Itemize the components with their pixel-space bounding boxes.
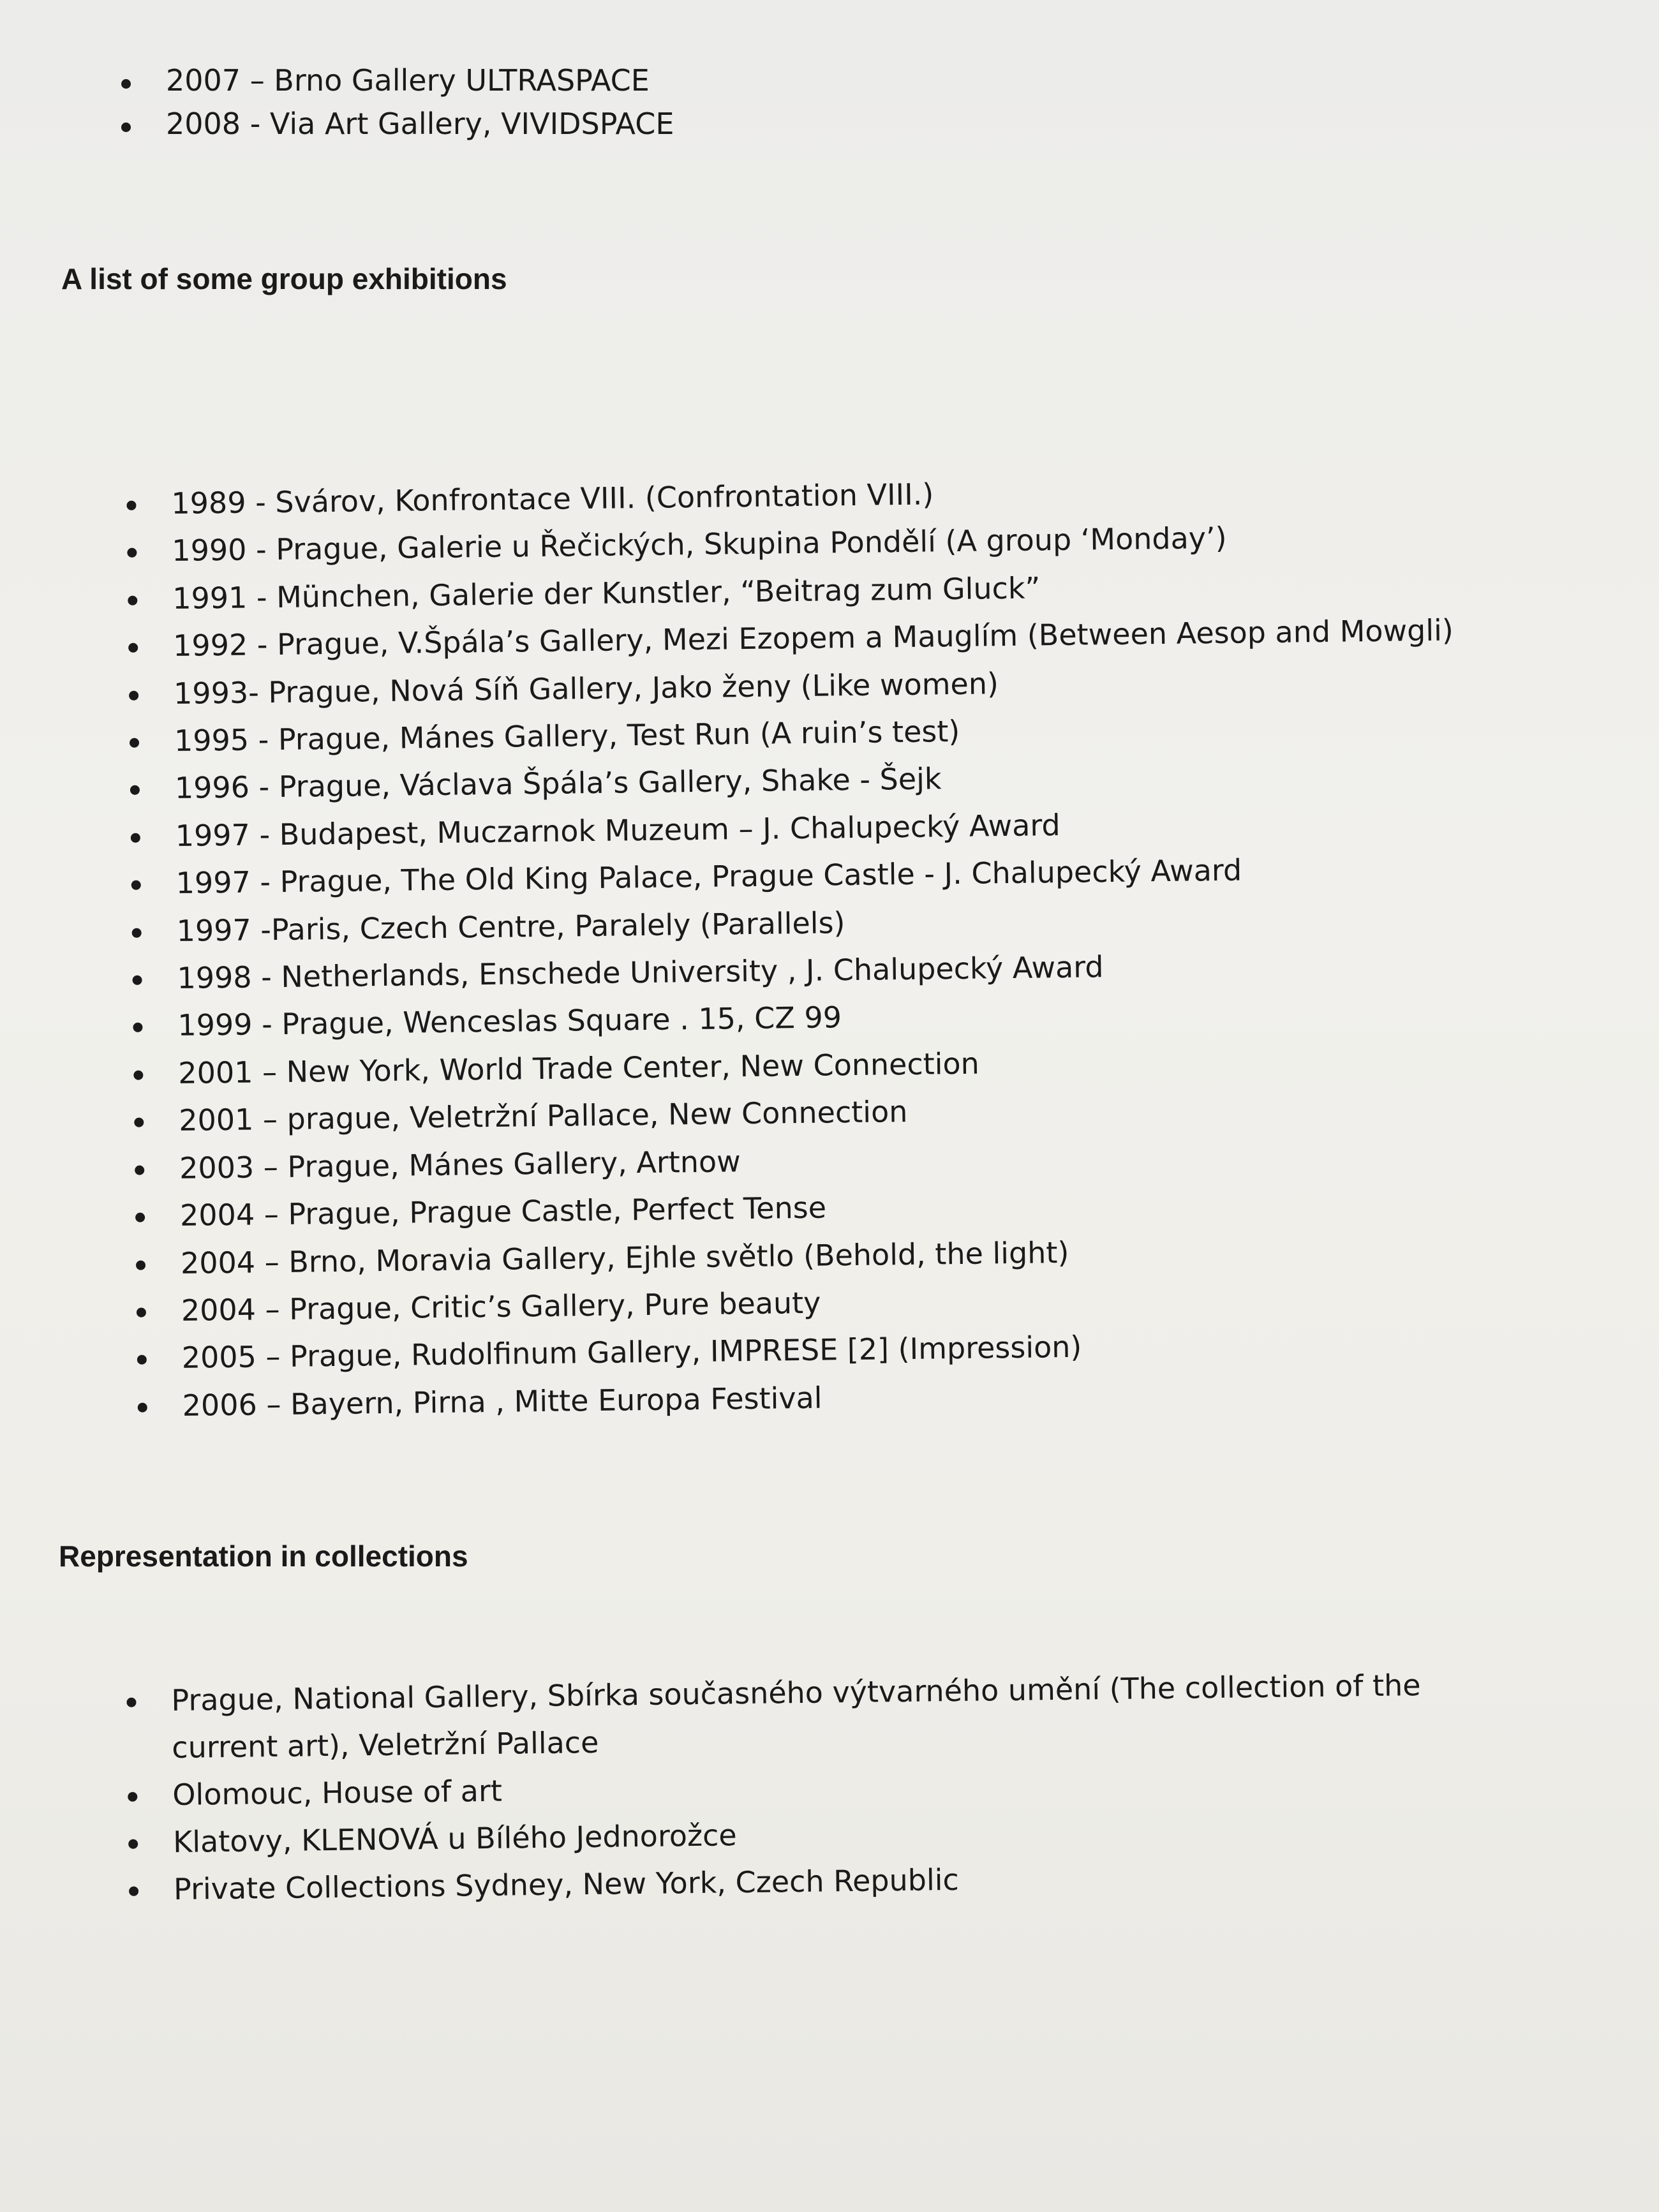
list-item: Private Collections Sydney, New York, Czech Republic — [174, 1850, 1482, 1913]
list-item: 1995 - Prague, Mánes Gallery, Test Run (A ruin’s test) — [174, 701, 1455, 764]
list-item: Olomouc, House of art — [172, 1755, 1481, 1818]
list-item: 1996 - Prague, Václava Špála’s Gallery, Shake - Šejk — [174, 749, 1455, 812]
list-item: 2001 – New York, World Trade Center, New Connection — [178, 1034, 1459, 1097]
list-item: 1989 - Svárov, Konfrontace VIII. (Confrontation VIII.) — [171, 464, 1452, 527]
collections-heading: Representation in collections — [59, 1540, 468, 1573]
list-item: 2005 – Prague, Rudolfinum Gallery, IMPRESE [2] (Impression) — [181, 1319, 1462, 1382]
list-item: 2004 – Brno, Moravia Gallery, Ejhle světlo (Behold, the light) — [181, 1224, 1462, 1287]
list-item: Prague, National Gallery, Sbírka současného výtvarného umění (The collection of the current art), Veletržní Pallace — [171, 1661, 1480, 1771]
collections-list — [171, 1661, 1482, 1913]
group-exhibitions-heading: A list of some group exhibitions — [61, 262, 507, 295]
list-item: 2007 – Brno Gallery ULTRASPACE — [166, 59, 674, 102]
list-item: 2003 – Prague, Mánes Gallery, Artnow — [179, 1129, 1461, 1192]
list-item: 1990 - Prague, Galerie u Řečických, Skupina Pondělí (A group ‘Monday’) — [172, 512, 1453, 575]
list-item: 2006 – Bayern, Pirna , Mitte Europa Festival — [182, 1366, 1463, 1429]
list-item: 1997 - Budapest, Muczarnok Muzeum – J. Chalupecký Award — [175, 796, 1456, 859]
list-item: 2008 - Via Art Gallery, VIVIDSPACE — [166, 102, 674, 145]
list-item: 1991 - München, Galerie der Kunstler, “Beitrag zum Gluck” — [172, 559, 1454, 622]
group-exhibition-list — [171, 464, 1463, 1429]
solo-exhibition-list — [166, 59, 674, 145]
list-item: 1992 - Prague, V.Špála’s Gallery, Mezi Ezopem a Mauglím (Between Aesop and Mowgli) — [173, 607, 1454, 670]
list-item: 1999 - Prague, Wenceslas Square . 15, CZ 99 — [177, 986, 1459, 1050]
list-item: 1997 - Prague, The Old King Palace, Prague Castle - J. Chalupecký Award — [175, 844, 1457, 907]
list-item: 2004 – Prague, Critic’s Gallery, Pure beauty — [181, 1271, 1462, 1334]
list-item: 2001 – prague, Veletržní Pallace, New Connection — [179, 1081, 1460, 1145]
list-item: 1993- Prague, Nová Síň Gallery, Jako ženy (Like women) — [174, 654, 1455, 717]
list-item: 1997 -Paris, Czech Centre, Paralely (Parallels) — [176, 891, 1457, 954]
list-item: 1998 - Netherlands, Enschede University , J. Chalupecký Award — [177, 939, 1458, 1002]
list-item: Klatovy, KLENOVÁ u Bílého Jednorožce — [173, 1802, 1482, 1866]
list-item: 2004 – Prague, Prague Castle, Perfect Tense — [180, 1176, 1461, 1239]
